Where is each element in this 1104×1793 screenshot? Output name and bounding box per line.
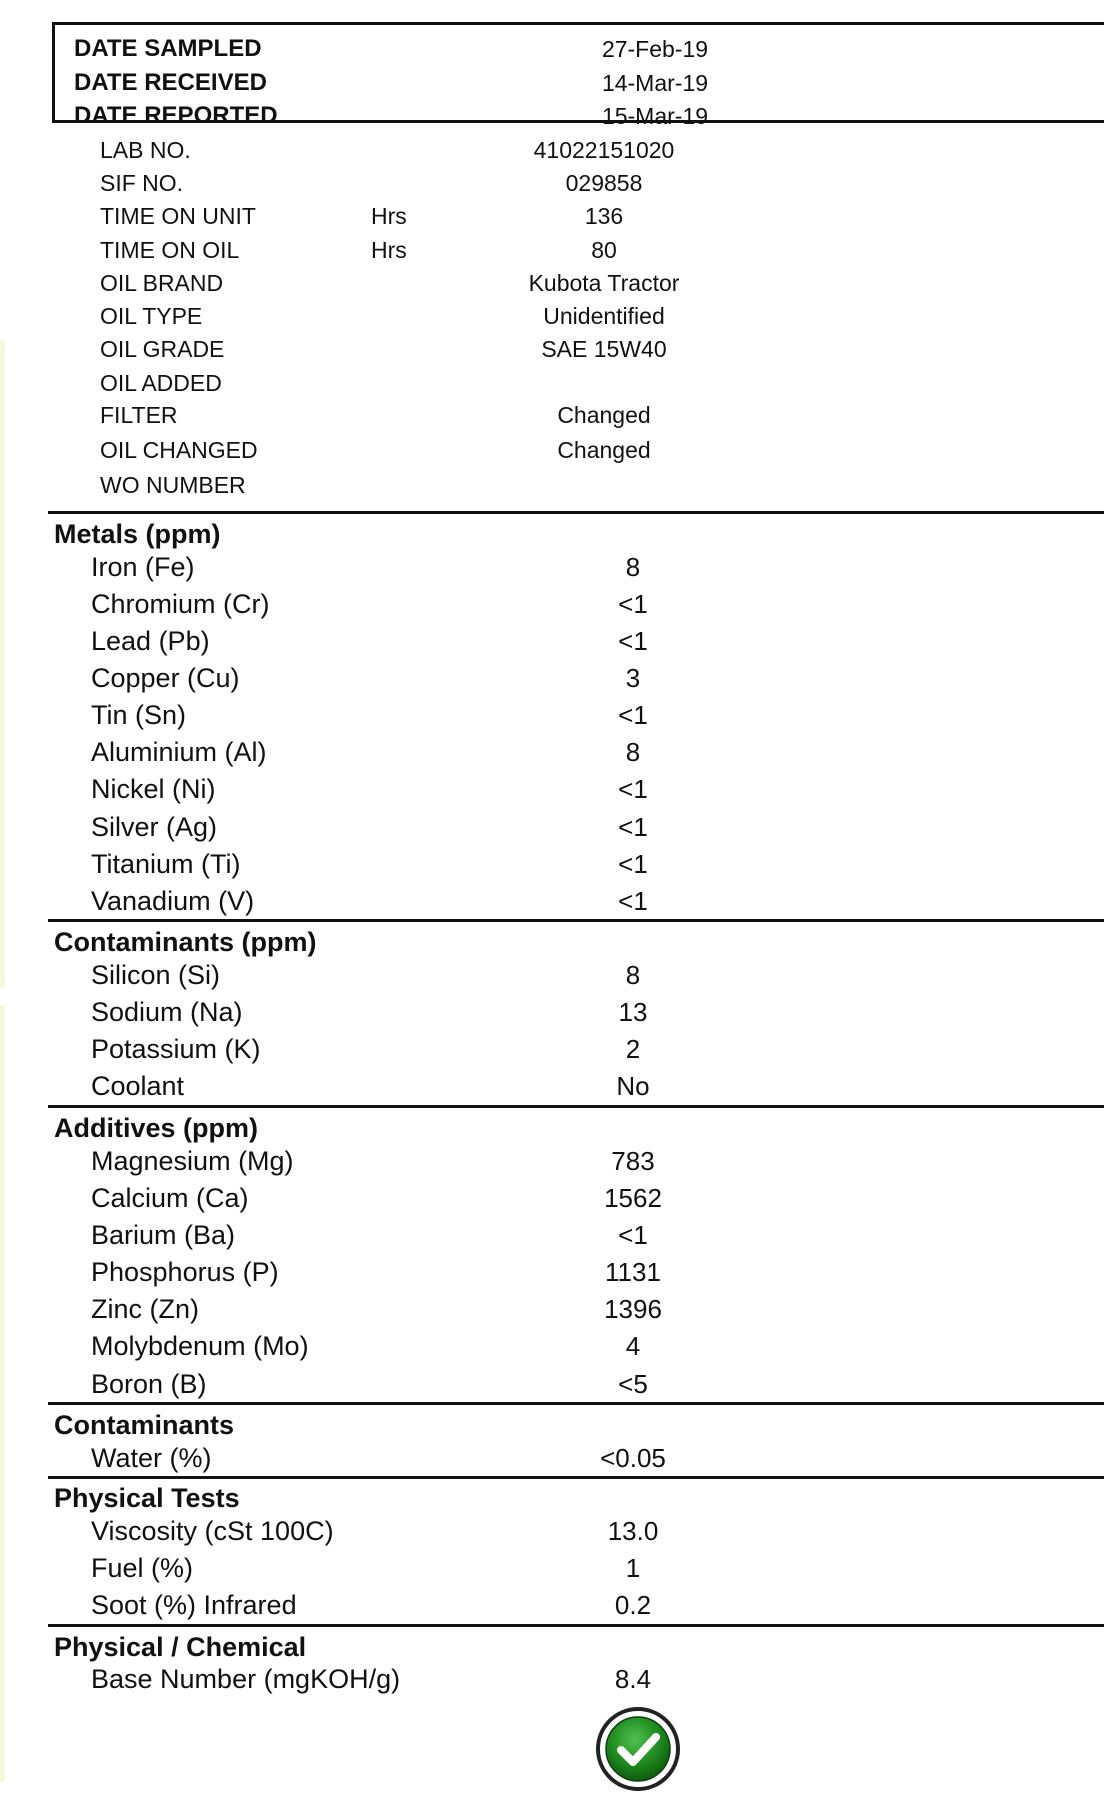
- result-label: Water (%): [91, 1443, 212, 1473]
- section-title-physical-tests: Physical Tests: [54, 1483, 240, 1513]
- result-label: Boron (B): [91, 1369, 207, 1399]
- info-value: 029858: [565, 170, 643, 196]
- date-received-value: 14-Mar-19: [601, 70, 709, 96]
- info-row-oil-changed: [0, 434, 1104, 467]
- info-value: Unidentified: [543, 303, 665, 329]
- result-value: 8.4: [614, 1664, 652, 1694]
- info-row-wo-number: [0, 469, 1104, 502]
- check-circle-icon: [596, 1707, 680, 1791]
- result-label: Fuel (%): [91, 1553, 194, 1583]
- result-label: Barium (Ba): [91, 1220, 236, 1250]
- result-row: [0, 1661, 1104, 1698]
- info-label: OIL CHANGED: [100, 437, 258, 463]
- result-label: Phosphorus (P): [91, 1257, 279, 1287]
- section-title-additives: Additives (ppm): [54, 1113, 259, 1143]
- result-label: Calcium (Ca): [91, 1183, 249, 1213]
- result-label: Coolant: [91, 1071, 185, 1101]
- result-value: <1: [618, 774, 648, 804]
- result-value: 0.2: [614, 1590, 652, 1620]
- result-label: Vanadium (V): [91, 886, 255, 916]
- info-value: 41022151020: [533, 137, 675, 163]
- result-value: <1: [618, 700, 648, 730]
- result-row: [0, 1291, 1104, 1328]
- info-row-time-on-unit: [0, 200, 1104, 233]
- info-row-lab-no: [0, 134, 1104, 167]
- result-label: Copper (Cu): [91, 663, 240, 693]
- result-label: Lead (Pb): [91, 626, 210, 656]
- info-label: FILTER: [100, 402, 178, 428]
- result-value: 13: [618, 997, 648, 1027]
- section-divider: [48, 919, 1104, 922]
- result-label: Viscosity (cSt 100C): [91, 1516, 334, 1546]
- info-value: Kubota Tractor: [528, 270, 680, 296]
- result-row: [0, 1068, 1104, 1105]
- section-title-contaminants: Contaminants: [54, 1410, 235, 1440]
- info-row-oil-grade: [0, 333, 1104, 366]
- result-row: [0, 1587, 1104, 1624]
- result-value: <5: [618, 1369, 648, 1399]
- result-row: [0, 1328, 1104, 1365]
- result-row: [0, 697, 1104, 734]
- info-label: WO NUMBER: [100, 472, 246, 498]
- result-row: [0, 809, 1104, 846]
- info-unit: Hrs: [371, 203, 407, 229]
- info-row-sif-no: [0, 167, 1104, 200]
- result-row: [0, 1217, 1104, 1254]
- result-value: 8: [625, 737, 641, 767]
- result-label: Molybdenum (Mo): [91, 1331, 309, 1361]
- result-row: [0, 846, 1104, 883]
- date-received-label: DATE RECEIVED: [74, 69, 267, 96]
- result-row: [0, 1440, 1104, 1477]
- date-sampled-label: DATE SAMPLED: [74, 35, 262, 62]
- info-value: 80: [591, 237, 617, 263]
- info-label: SIF NO.: [100, 170, 184, 196]
- result-label: Soot (%) Infrared: [91, 1590, 297, 1620]
- info-row-filter: [0, 399, 1104, 432]
- result-label: Aluminium (Al): [91, 737, 267, 767]
- result-row: [0, 623, 1104, 660]
- date-reported-value: 15-Mar-19: [601, 103, 709, 129]
- info-label: TIME ON UNIT: [100, 203, 256, 229]
- result-value: <1: [618, 849, 648, 879]
- result-value: 3: [625, 663, 641, 693]
- result-value: <0.05: [600, 1443, 666, 1473]
- info-label: LAB NO.: [100, 137, 191, 163]
- result-value: 8: [625, 960, 641, 990]
- result-row: [0, 771, 1104, 808]
- result-row: [0, 957, 1104, 994]
- info-row-oil-brand: [0, 267, 1104, 300]
- result-row: [0, 586, 1104, 623]
- result-value: 1131: [605, 1257, 661, 1287]
- result-row: [0, 994, 1104, 1031]
- result-row: [0, 1513, 1104, 1550]
- result-value: 13.0: [607, 1516, 659, 1546]
- result-row: [0, 1550, 1104, 1587]
- section-divider: [48, 1105, 1104, 1108]
- info-value: SAE 15W40: [541, 336, 667, 362]
- dates-box: [52, 22, 1104, 129]
- date-reported-label: DATE REPORTED: [74, 102, 278, 129]
- result-value: 2: [625, 1034, 641, 1064]
- info-label: OIL BRAND: [100, 270, 224, 296]
- result-row: [0, 883, 1104, 920]
- result-row: [0, 1180, 1104, 1217]
- result-row: [0, 1143, 1104, 1180]
- result-row: [0, 660, 1104, 697]
- info-label: OIL GRADE: [100, 336, 225, 362]
- result-label: Chromium (Cr): [91, 589, 270, 619]
- result-label: Silicon (Si): [91, 960, 221, 990]
- result-label: Zinc (Zn): [91, 1294, 199, 1324]
- result-value: <1: [618, 626, 648, 656]
- result-label: Titanium (Ti): [91, 849, 241, 879]
- result-label: Base Number (mgKOH/g): [91, 1664, 401, 1694]
- info-row-oil-added: [0, 367, 1104, 400]
- info-label: OIL ADDED: [100, 370, 222, 396]
- section-title-metals: Metals (ppm): [54, 519, 221, 549]
- result-label: Silver (Ag): [91, 812, 218, 842]
- info-label: OIL TYPE: [100, 303, 203, 329]
- info-value: 136: [584, 203, 624, 229]
- date-sampled-row: [55, 32, 1104, 66]
- section-divider: [48, 1624, 1104, 1627]
- section-divider: [48, 1476, 1104, 1479]
- result-value: No: [616, 1071, 650, 1101]
- info-row-oil-type: [0, 300, 1104, 333]
- section-title-contaminants-ppm: Contaminants (ppm): [54, 927, 317, 957]
- result-value: 8: [625, 552, 641, 582]
- result-value: <1: [618, 886, 648, 916]
- result-label: Tin (Sn): [91, 700, 187, 730]
- date-received-row: [55, 66, 1104, 100]
- info-value: Changed: [557, 437, 651, 463]
- info-value: Changed: [557, 402, 651, 428]
- result-row: [0, 1366, 1104, 1403]
- section-divider: [48, 1402, 1104, 1405]
- result-value: 1396: [604, 1294, 662, 1324]
- result-value: 783: [611, 1146, 655, 1176]
- info-label: TIME ON OIL: [100, 237, 240, 263]
- result-label: Iron (Fe): [91, 552, 195, 582]
- result-label: Potassium (K): [91, 1034, 261, 1064]
- result-value: <1: [618, 812, 648, 842]
- result-value: 4: [625, 1331, 641, 1361]
- date-sampled-value: 27-Feb-19: [601, 36, 709, 62]
- result-label: Sodium (Na): [91, 997, 243, 1027]
- result-value: 1562: [604, 1183, 662, 1213]
- result-row: [0, 1031, 1104, 1068]
- info-unit: Hrs: [371, 237, 407, 263]
- result-value: <1: [618, 589, 648, 619]
- section-divider: [48, 511, 1104, 514]
- result-row: [0, 549, 1104, 586]
- section-title-physical-chemical: Physical / Chemical: [54, 1632, 307, 1662]
- result-value: <1: [618, 1220, 648, 1250]
- result-row: [0, 1254, 1104, 1291]
- info-row-time-on-oil: [0, 234, 1104, 267]
- result-label: Magnesium (Mg): [91, 1146, 294, 1176]
- result-value: 1: [625, 1553, 641, 1583]
- result-label: Nickel (Ni): [91, 774, 216, 804]
- date-reported-row: [55, 99, 1104, 133]
- result-row: [0, 734, 1104, 771]
